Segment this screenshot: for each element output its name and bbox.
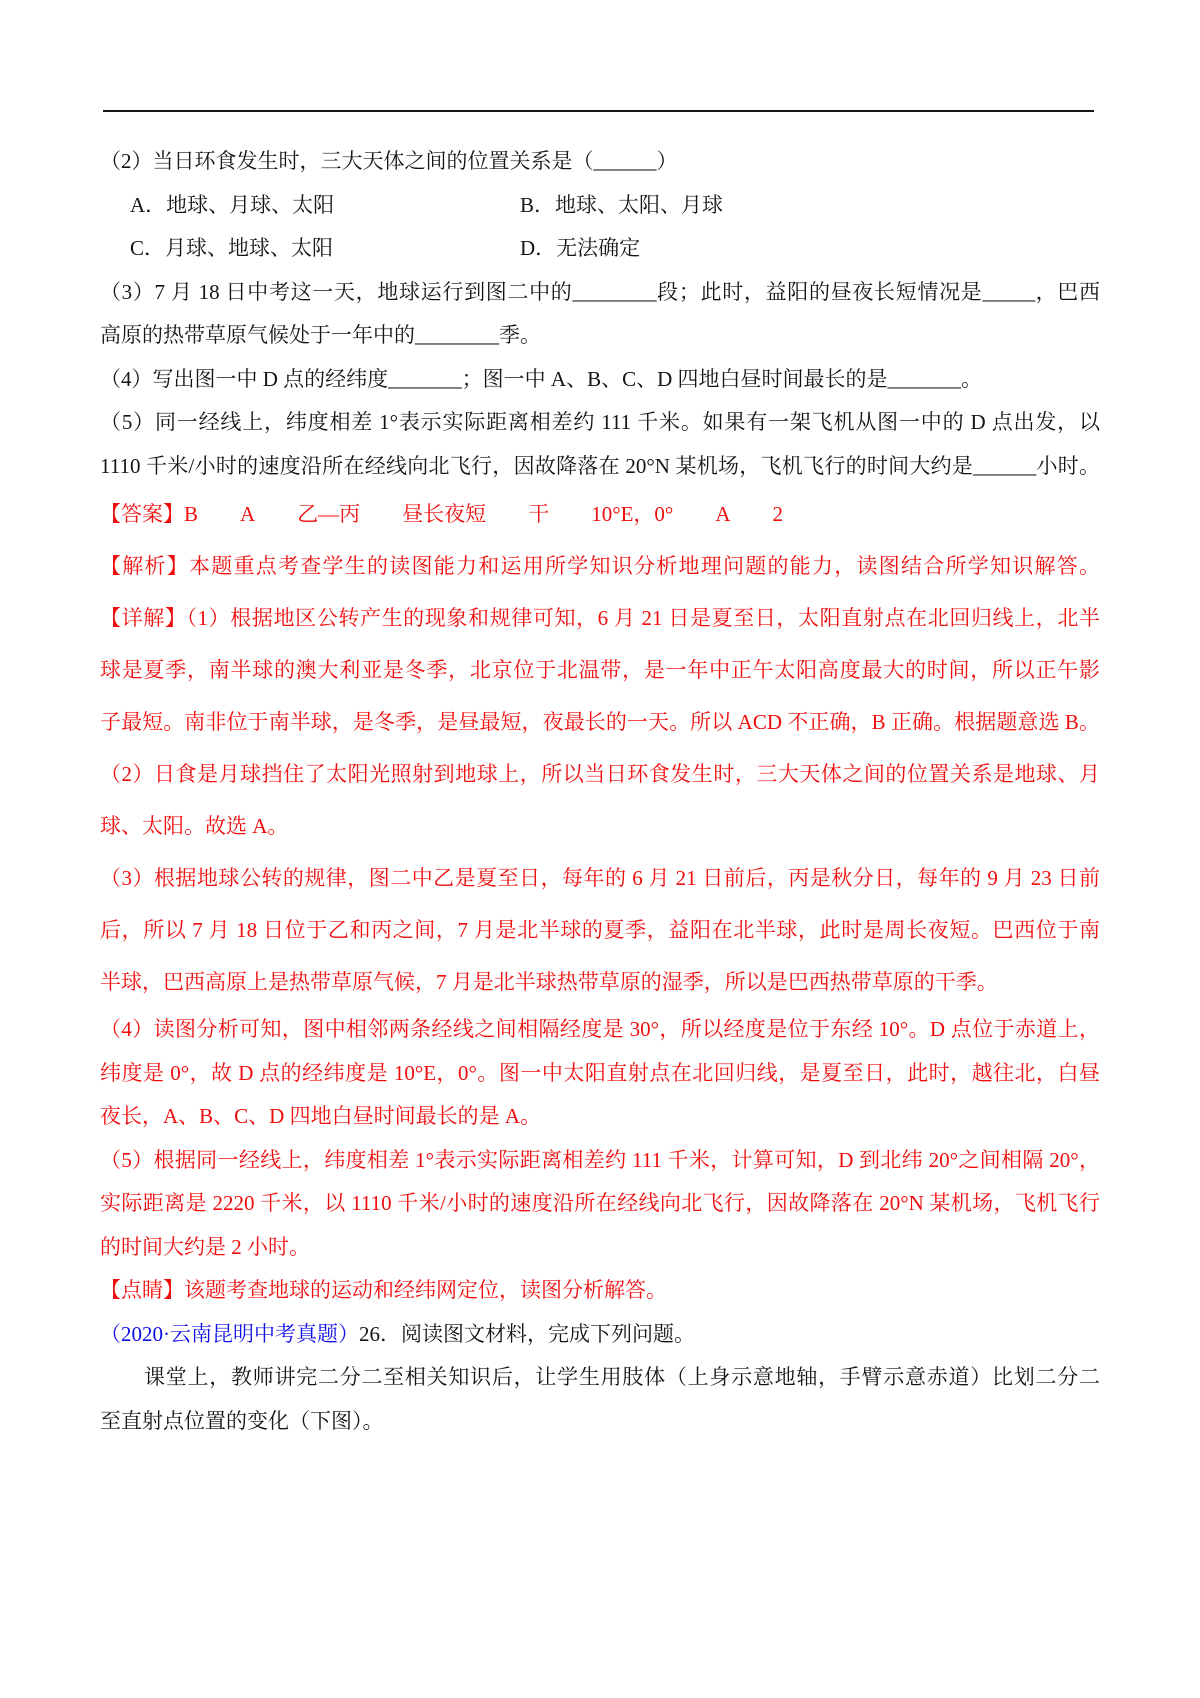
question-3-stem-line-1: （3）7 月 18 日中考这一天，地球运行到图二中的________段；此时，益阳的昼夜长短情况是_____，巴西 xyxy=(100,279,1100,304)
question-2-options-row-2 xyxy=(100,227,1100,271)
question-26-intro-line-2: 至直射点位置的变化（下图）。 xyxy=(100,1408,384,1433)
page-top-rule xyxy=(103,110,1094,112)
option-left: C．月球、地球、太阳 xyxy=(130,236,334,260)
answer-item: B xyxy=(184,502,199,526)
question-26-header xyxy=(100,1313,1100,1357)
detail-line-3: 子最短。南非位于南半球，是冬季，是昼最短，夜最长的一天。所以 ACD 不正确，B 正确。根据题意选 B。 xyxy=(100,710,1100,734)
text-segment: 26．阅读图文材料，完成下列问题。 xyxy=(359,1321,695,1346)
detail-line-10: 纬度是 0°，故 D 点的经纬度是 10°E，0°。图一中太阳直射点在北回归线，是夏至日，此时，越往北，白昼 xyxy=(100,1060,1100,1085)
answer-item: A xyxy=(715,502,731,526)
detail-line-4: （2）日食是月球挡住了太阳光照射到地球上，所以当日环食发生时，三大天体之间的位置关系是地球、月 xyxy=(100,762,1100,786)
detail-line-8: 半球，巴西高原上是热带草原气候，7 月是北半球热带草原的湿季，所以是巴西热带草原的干季。 xyxy=(100,970,998,994)
detail-line-11: 夜长，A、B、C、D 四地白昼时间最长的是 A。 xyxy=(100,1104,542,1128)
detail-line-9: （4）读图分析可知，图中相邻两条经线之间相隔经度是 30°，所以经度是位于东经 10°。D 点位于赤道上， xyxy=(100,1017,1100,1041)
answer-item: 昼长夜短 xyxy=(402,502,487,526)
detail-line-5: 球、太阳。故选 A。 xyxy=(100,814,289,838)
option-right: B．地球、太阳、月球 xyxy=(520,192,724,217)
text-segment: （2020·云南昆明中考真题） xyxy=(100,1321,359,1346)
question-4-stem: （4）写出图一中 D 点的经纬度_______；图一中 A、B、C、D 四地白昼时间最长的是_______。 xyxy=(100,366,983,391)
detail-line-13: 实际距离是 2220 千米，以 1110 千米/小时的速度沿所在经线向北飞行，因故降落在 20°N 某机场，飞机飞行 xyxy=(100,1191,1100,1215)
document-content xyxy=(100,140,1100,1443)
detail-line-1: 【详解】（1）根据地区公转产生的现象和规律可知，6 月 21 日是夏至日，太阳直射点在北回归线上，北半 xyxy=(100,606,1100,630)
answer-line xyxy=(100,488,1100,540)
question-2-options-row-1 xyxy=(100,184,1100,228)
answer-label: 【答案】 xyxy=(100,502,184,526)
key-point-line: 【点睛】该题考查地球的运动和经纬网定位，读图分析解答。 xyxy=(100,1278,667,1302)
question-2-stem: （2）当日环食发生时，三大天体之间的位置关系是（______） xyxy=(100,149,678,173)
option-right: D．无法确定 xyxy=(520,236,641,260)
detail-line-6: （3）根据地球公转的规律，图二中乙是夏至日，每年的 6 月 21 日前后，丙是秋分日，每年的 9 月 23 日前 xyxy=(100,866,1100,890)
question-5-stem-line-2: 1110 千米/小时的速度沿所在经线向北飞行，因故降落在 20°N 某机场，飞机飞行的时间大约是______小时。 xyxy=(100,453,1100,478)
detail-line-14: 的时间大约是 2 小时。 xyxy=(100,1234,310,1259)
question-5-stem-line-1: （5）同一经线上，纬度相差 1°表示实际距离相差约 111 千米。如果有一架飞机从图一中的 D 点出发，以 xyxy=(100,410,1100,434)
answer-item: 乙—丙 xyxy=(297,502,361,526)
option-left: A．地球、月球、太阳 xyxy=(130,192,335,217)
answer-item: 10°E，0° xyxy=(591,502,674,526)
answer-item: 2 xyxy=(772,502,783,526)
detail-line-12: （5）根据同一经线上，纬度相差 1°表示实际距离相差约 111 千米，计算可知，D 到北纬 20°之间相隔 20°， xyxy=(100,1147,1100,1172)
detail-line-2: 球是夏季，南半球的澳大利亚是冬季，北京位于北温带，是一年中正午太阳高度最大的时间，所以正午影 xyxy=(100,658,1100,682)
question-26-intro-line-1: 课堂上，教师讲完二分二至相关知识后，让学生用肢体（上身示意地轴，手臂示意赤道）比划二分二 xyxy=(144,1365,1100,1389)
answer-item: A xyxy=(240,502,256,526)
answer-item: 干 xyxy=(528,502,550,526)
question-3-stem-line-2: 高原的热带草原气候处于一年中的________季。 xyxy=(100,323,541,347)
detail-line-7: 后，所以 7 月 18 日位于乙和丙之间，7 月是北半球的夏季，益阳在北半球，此时是周长夜短。巴西位于南 xyxy=(100,918,1100,942)
analysis-line: 【解析】本题重点考查学生的读图能力和运用所学知识分析地理问题的能力，读图结合所学知识解答。 xyxy=(100,554,1100,578)
